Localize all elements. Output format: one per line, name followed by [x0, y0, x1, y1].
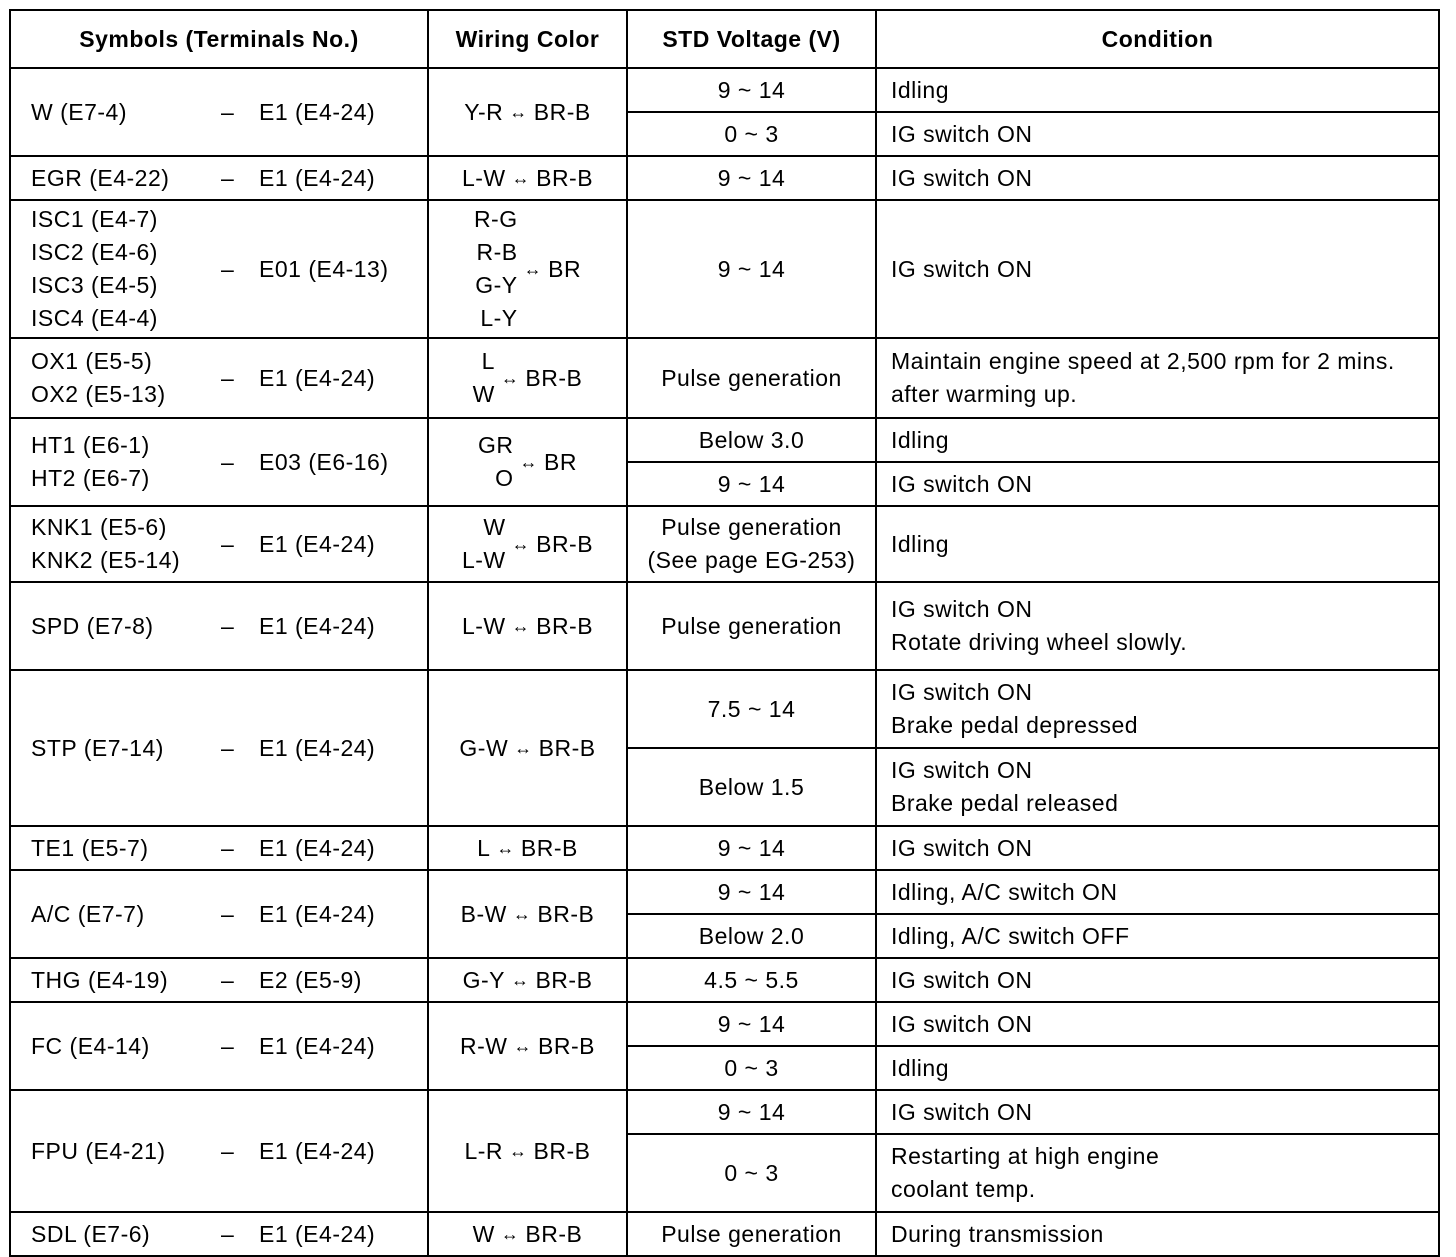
voltage-cell	[627, 200, 876, 338]
terminal-pair	[31, 964, 427, 997]
voltage-cell	[627, 1090, 876, 1134]
table-row	[10, 870, 1439, 914]
dash-separator: –	[221, 900, 235, 927]
table-row	[10, 338, 1439, 418]
terminal-symbol: STP (E7-14)	[31, 734, 164, 761]
terminal-pair	[31, 162, 427, 195]
wire-colors	[474, 203, 518, 335]
wire-color: L-W	[461, 547, 506, 573]
condition-text: Idling, A/C switch ON	[891, 878, 1118, 905]
wire-colors	[478, 429, 514, 495]
condition-text: IG switch ON	[891, 679, 1033, 705]
dash-separator: –	[221, 966, 235, 993]
table-row	[10, 418, 1439, 462]
table-row	[10, 670, 1439, 748]
voltage-cell	[627, 462, 876, 506]
symbol-cell	[10, 670, 428, 826]
terminal-symbol: OX1 (E5-5)	[31, 348, 153, 374]
wiring-cell	[428, 156, 627, 200]
ground-wire-color: BR-B	[537, 900, 595, 927]
condition-text: IG switch ON	[891, 1098, 1033, 1125]
condition-text: IG switch ON	[891, 255, 1033, 282]
table-row	[10, 506, 1439, 582]
voltage-value: 9 ~ 14	[717, 878, 786, 905]
voltage-cell	[627, 68, 876, 112]
voltage-value: Pulse generation	[661, 612, 842, 639]
ground-wire-color: BR-B	[538, 1032, 595, 1059]
voltage-cell	[627, 870, 876, 914]
ground-wire-color: BR-B	[536, 530, 594, 557]
terminal-symbol: A/C (E7-7)	[31, 900, 145, 927]
dash-separator: –	[221, 530, 235, 557]
ground-terminal: E1 (E4-24)	[259, 1220, 376, 1247]
symbol-cell	[10, 200, 428, 338]
wiring-cell	[428, 958, 627, 1002]
ground-terminal: E2 (E5-9)	[259, 966, 362, 993]
condition-text: coolant temp.	[891, 1176, 1036, 1202]
condition-text: Idling	[891, 76, 949, 103]
condition-cell	[876, 1046, 1439, 1090]
terminal-list	[31, 610, 221, 643]
terminal-symbol: ISC2 (E4-6)	[31, 239, 158, 265]
wire-colors	[460, 1030, 507, 1063]
wire-color: B-W	[460, 900, 507, 927]
dash-separator: –	[221, 1137, 235, 1164]
ground-terminal: E1 (E4-24)	[259, 1137, 376, 1164]
terminal-pair	[31, 203, 427, 335]
condition-text: Idling	[891, 530, 949, 557]
wire-colors	[473, 345, 495, 411]
voltage-value: Below 2.0	[698, 922, 805, 949]
dash-separator: –	[221, 364, 235, 391]
table-row	[10, 1090, 1439, 1134]
wiring-cell	[428, 506, 627, 582]
terminal-list	[31, 429, 221, 495]
ground-wire-color: BR-B	[533, 1137, 591, 1164]
ground-wire-color: BR-B	[536, 612, 594, 639]
symbol-cell	[10, 582, 428, 670]
ground-wire-color: BR-B	[538, 734, 596, 761]
table-row	[10, 582, 1439, 670]
symbol-cell	[10, 506, 428, 582]
symbol-cell	[10, 870, 428, 958]
voltage-cell	[627, 748, 876, 826]
condition-text: Brake pedal released	[891, 790, 1119, 816]
wiring-cell	[428, 200, 627, 338]
condition-cell	[876, 670, 1439, 748]
table-row	[10, 156, 1439, 200]
condition-text: IG switch ON	[891, 470, 1033, 497]
terminal-pair	[31, 898, 427, 931]
arrow-icon: ↔	[513, 1035, 533, 1056]
dash-separator: –	[221, 734, 235, 761]
wiring-pair	[429, 511, 626, 577]
wire-color: W	[472, 1220, 495, 1247]
arrow-icon: ↔	[511, 615, 531, 636]
terminal-list	[31, 732, 221, 765]
wiring-pair	[429, 832, 626, 865]
arrow-icon: ↔	[509, 101, 528, 122]
ground-wire-color: BR-B	[525, 364, 583, 391]
condition-text: Idling, A/C switch OFF	[891, 922, 1130, 949]
wiring-cell	[428, 338, 627, 418]
voltage-value: 7.5 ~ 14	[707, 695, 796, 722]
condition-text: IG switch ON	[891, 164, 1033, 191]
voltage-value: Below 1.5	[698, 773, 805, 800]
wire-colors	[477, 832, 490, 865]
wiring-cell	[428, 1002, 627, 1090]
terminal-symbol: KNK2 (E5-14)	[31, 547, 181, 573]
arrow-icon: ↔	[496, 837, 515, 858]
wiring-cell	[428, 870, 627, 958]
condition-text: IG switch ON	[891, 120, 1033, 147]
wire-colors	[461, 898, 507, 931]
voltage-value: 9 ~ 14	[717, 834, 786, 861]
terminal-pair	[31, 511, 427, 577]
header-std-voltage: STD Voltage (V)	[627, 10, 876, 68]
terminal-symbol: SPD (E7-8)	[31, 612, 154, 639]
ground-wire-color: BR-B	[525, 1220, 583, 1247]
voltage-cell	[627, 1002, 876, 1046]
condition-cell	[876, 1212, 1439, 1256]
header-wiring-color: Wiring Color	[428, 10, 627, 68]
arrow-icon: ↔	[512, 903, 532, 924]
voltage-cell	[627, 1212, 876, 1256]
header-condition: Condition	[876, 10, 1439, 68]
terminal-list	[31, 832, 221, 865]
table-row	[10, 826, 1439, 870]
ground-wire-color: BR	[544, 448, 577, 475]
arrow-icon: ↔	[514, 737, 533, 758]
wire-color: Y-R	[464, 98, 504, 125]
ground-terminal: E1 (E4-24)	[259, 98, 376, 125]
voltage-value: 9 ~ 14	[717, 470, 786, 497]
wire-color: R-G	[473, 206, 518, 232]
symbol-cell	[10, 1090, 428, 1212]
terminal-pair	[31, 429, 427, 495]
wiring-cell	[428, 1212, 627, 1256]
wire-color: W	[472, 381, 495, 407]
terminal-list	[31, 96, 221, 129]
voltage-value: 9 ~ 14	[717, 164, 786, 191]
terminal-pair	[31, 832, 427, 865]
wiring-pair	[429, 732, 626, 765]
symbol-cell	[10, 156, 428, 200]
terminal-symbol: ISC1 (E4-7)	[31, 206, 158, 232]
dash-separator: –	[221, 255, 235, 282]
terminal-symbol: FC (E4-14)	[31, 1032, 150, 1059]
ground-terminal: E1 (E4-24)	[259, 530, 376, 557]
condition-text: IG switch ON	[891, 834, 1033, 861]
wiring-pair	[429, 429, 626, 495]
wire-colors	[462, 511, 506, 577]
voltage-value: 9 ~ 14	[717, 76, 786, 103]
wire-color: R-W	[460, 1032, 508, 1059]
dash-separator: –	[221, 612, 235, 639]
voltage-value: 4.5 ~ 5.5	[704, 966, 799, 993]
condition-cell	[876, 870, 1439, 914]
voltage-value: 0 ~ 3	[724, 120, 779, 147]
terminal-pair	[31, 1030, 427, 1063]
voltage-value: (See page EG-253)	[647, 547, 856, 573]
wire-color: L	[477, 834, 491, 861]
voltage-cell	[627, 670, 876, 748]
condition-text: Rotate driving wheel slowly.	[891, 629, 1188, 655]
condition-text: Maintain engine speed at 2,500 rpm for 2 mins. after warming up.	[891, 348, 1395, 407]
terminal-symbol: HT2 (E6-7)	[31, 465, 150, 491]
voltage-value: 0 ~ 3	[724, 1159, 779, 1186]
voltage-cell	[627, 914, 876, 958]
table-row	[10, 1002, 1439, 1046]
wire-color: L	[481, 348, 495, 374]
wiring-pair	[429, 96, 626, 129]
wire-color: G-Y	[475, 272, 518, 298]
arrow-icon: ↔	[509, 1140, 528, 1161]
terminal-symbol: THG (E4-19)	[31, 966, 169, 993]
terminal-symbol: TE1 (E5-7)	[31, 834, 149, 861]
condition-cell	[876, 112, 1439, 156]
arrow-icon: ↔	[519, 451, 539, 472]
voltage-cell	[627, 1046, 876, 1090]
terminal-symbol: ISC3 (E4-5)	[31, 272, 158, 298]
terminal-list	[31, 345, 221, 411]
terminal-pair	[31, 1218, 427, 1251]
terminal-symbol: HT1 (E6-1)	[31, 432, 150, 458]
ground-terminal: E1 (E4-24)	[259, 734, 376, 761]
condition-cell	[876, 1002, 1439, 1046]
voltage-value: Below 3.0	[698, 426, 805, 453]
terminal-pair	[31, 96, 427, 129]
wiring-pair	[429, 610, 626, 643]
voltage-value: Pulse generation	[661, 1220, 842, 1247]
condition-text: IG switch ON	[891, 966, 1033, 993]
ground-wire-color: BR-B	[533, 98, 591, 125]
table-row	[10, 200, 1439, 338]
ground-terminal: E1 (E4-24)	[259, 834, 376, 861]
condition-text: IG switch ON	[891, 1010, 1033, 1037]
wiring-pair	[429, 1135, 626, 1168]
terminal-list	[31, 898, 221, 931]
header-symbols: Symbols (Terminals No.)	[10, 10, 428, 68]
wire-colors	[462, 162, 506, 195]
terminal-pair	[31, 610, 427, 643]
dash-separator: –	[221, 1032, 235, 1059]
header-row	[10, 10, 1439, 68]
voltage-cell	[627, 112, 876, 156]
symbol-cell	[10, 338, 428, 418]
wiring-cell	[428, 670, 627, 826]
terminal-voltage-table	[9, 9, 1440, 1257]
table-row	[10, 1212, 1439, 1256]
wire-color: L-R	[464, 1137, 504, 1164]
condition-cell	[876, 914, 1439, 958]
voltage-cell	[627, 958, 876, 1002]
terminal-symbol: W (E7-4)	[31, 98, 127, 125]
symbol-cell	[10, 826, 428, 870]
terminal-symbol: OX2 (E5-13)	[31, 381, 166, 407]
voltage-value: Pulse generation	[661, 364, 842, 391]
terminal-list	[31, 1135, 221, 1168]
condition-text: Idling	[891, 426, 949, 453]
ground-terminal: E1 (E4-24)	[259, 1032, 376, 1059]
wire-colors	[464, 1135, 503, 1168]
arrow-icon: ↔	[523, 258, 543, 279]
condition-cell	[876, 826, 1439, 870]
condition-cell	[876, 1134, 1439, 1212]
arrow-icon: ↔	[500, 1223, 520, 1244]
symbol-cell	[10, 958, 428, 1002]
voltage-cell	[627, 506, 876, 582]
wiring-pair	[429, 162, 626, 195]
dash-separator: –	[221, 98, 235, 125]
ground-terminal: E1 (E4-24)	[259, 164, 376, 191]
wire-colors	[462, 610, 506, 643]
wiring-pair	[429, 1030, 626, 1063]
condition-text: Brake pedal depressed	[891, 712, 1139, 738]
wiring-pair	[429, 1218, 626, 1251]
wire-color: GR	[478, 432, 514, 458]
symbol-cell	[10, 418, 428, 506]
terminal-list	[31, 203, 221, 335]
dash-separator: –	[221, 164, 235, 191]
terminal-symbol: FPU (E4-21)	[31, 1137, 166, 1164]
condition-cell	[876, 462, 1439, 506]
condition-text: Restarting at high engine	[891, 1143, 1160, 1169]
condition-cell	[876, 506, 1439, 582]
symbol-cell	[10, 1212, 428, 1256]
dash-separator: –	[221, 448, 235, 475]
condition-text: During transmission	[891, 1220, 1104, 1247]
voltage-value: 9 ~ 14	[717, 1098, 786, 1125]
wiring-cell	[428, 826, 627, 870]
arrow-icon: ↔	[500, 367, 520, 388]
condition-cell	[876, 582, 1439, 670]
terminal-list	[31, 964, 221, 997]
condition-text: IG switch ON	[891, 757, 1033, 783]
symbol-cell	[10, 1002, 428, 1090]
symbol-cell	[10, 68, 428, 156]
arrow-icon: ↔	[510, 969, 530, 990]
terminal-list	[31, 162, 221, 195]
wiring-pair	[429, 345, 626, 411]
condition-cell	[876, 156, 1439, 200]
ground-terminal: E03 (E6-16)	[259, 448, 389, 475]
wiring-cell	[428, 1090, 627, 1212]
wiring-pair	[429, 964, 626, 997]
arrow-icon: ↔	[511, 167, 531, 188]
condition-cell	[876, 68, 1439, 112]
wiring-cell	[428, 418, 627, 506]
table-row	[10, 958, 1439, 1002]
wiring-pair	[429, 203, 626, 335]
wire-color: W	[483, 514, 506, 540]
voltage-cell	[627, 418, 876, 462]
arrow-icon: ↔	[511, 533, 531, 554]
voltage-cell	[627, 582, 876, 670]
wiring-pair	[429, 898, 626, 931]
ground-wire-color: BR-B	[535, 966, 593, 993]
voltage-value: Pulse generation	[661, 514, 842, 540]
voltage-cell	[627, 826, 876, 870]
terminal-symbol: ISC4 (E4-4)	[31, 305, 158, 331]
wire-color: L-W	[461, 612, 506, 639]
terminal-symbol: SDL (E7-6)	[31, 1220, 151, 1247]
ground-wire-color: BR-B	[520, 834, 578, 861]
terminal-list	[31, 1218, 221, 1251]
terminal-list	[31, 1030, 221, 1063]
voltage-cell	[627, 1134, 876, 1212]
ground-wire-color: BR-B	[536, 164, 594, 191]
condition-cell	[876, 338, 1439, 418]
wire-colors	[463, 964, 505, 997]
voltage-value: 9 ~ 14	[717, 1010, 786, 1037]
wire-color: O	[495, 465, 514, 491]
wire-colors	[459, 732, 508, 765]
dash-separator: –	[221, 1220, 235, 1247]
wire-color: R-B	[476, 239, 518, 265]
ground-terminal: E1 (E4-24)	[259, 612, 376, 639]
dash-separator: –	[221, 834, 235, 861]
voltage-value: 9 ~ 14	[717, 255, 786, 282]
condition-cell	[876, 1090, 1439, 1134]
voltage-value: 0 ~ 3	[724, 1054, 779, 1081]
wire-color: G-Y	[462, 966, 505, 993]
terminal-list	[31, 511, 221, 577]
table-row	[10, 68, 1439, 112]
wire-colors	[473, 1218, 495, 1251]
condition-cell	[876, 200, 1439, 338]
condition-cell	[876, 748, 1439, 826]
ground-wire-color: BR	[548, 255, 582, 282]
wire-color: L-Y	[480, 305, 518, 331]
condition-text: Idling	[891, 1054, 949, 1081]
wire-colors	[464, 96, 503, 129]
terminal-pair	[31, 732, 427, 765]
condition-cell	[876, 958, 1439, 1002]
table-body	[10, 68, 1439, 1256]
wire-color: L-W	[461, 164, 506, 191]
ground-terminal: E01 (E4-13)	[259, 255, 389, 282]
wire-color: G-W	[459, 734, 509, 761]
wiring-cell	[428, 582, 627, 670]
condition-text: IG switch ON	[891, 596, 1033, 622]
voltage-cell	[627, 338, 876, 418]
terminal-pair	[31, 1135, 427, 1168]
voltage-cell	[627, 156, 876, 200]
ground-terminal: E1 (E4-24)	[259, 900, 376, 927]
terminal-symbol: EGR (E4-22)	[31, 164, 170, 191]
terminal-symbol: KNK1 (E5-6)	[31, 514, 167, 540]
condition-cell	[876, 418, 1439, 462]
ground-terminal: E1 (E4-24)	[259, 364, 376, 391]
wiring-cell	[428, 68, 627, 156]
terminal-pair	[31, 345, 427, 411]
